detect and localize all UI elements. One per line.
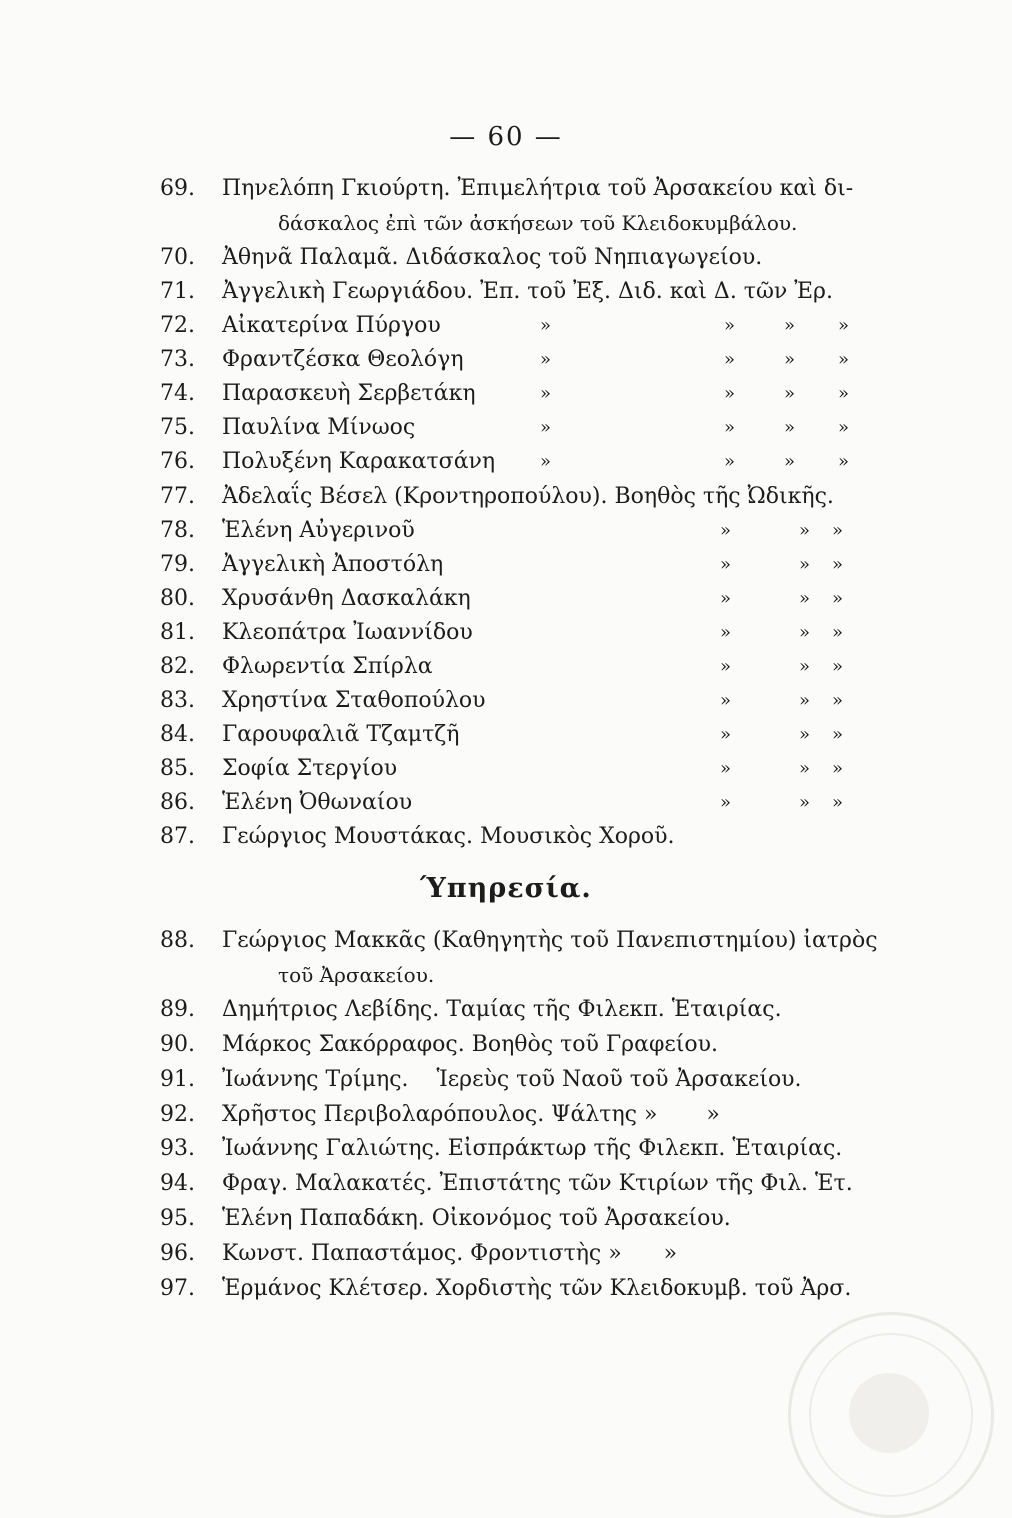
entry-text: Ἀδελαΐς Βέσελ (Κροντηροπούλου). Βοηθὸς τῆς Ὠδικῆς.: [222, 484, 834, 509]
entry-number: 87.: [160, 824, 195, 849]
entry-text: Ἀθηνᾶ Παλαμᾶ. Διδάσκαλος τοῦ Νηπιαγωγείου.: [222, 245, 763, 270]
entry-number: 79.: [160, 552, 195, 577]
ditto-mark: »: [838, 315, 850, 336]
page-number: — 60 —: [449, 122, 563, 152]
entry-text: Γεώργιος Μακκᾶς (Καθηγητὴς τοῦ Πανεπιστημίου) ἰατρὸς: [222, 928, 878, 953]
ditto-mark: »: [799, 690, 811, 711]
entry-number: 89.: [160, 997, 195, 1022]
entry-81: [0, 616, 1012, 650]
entry-continuation: τοῦ Ἀρσακείου.: [278, 963, 435, 987]
entry-text: Γαρουφαλιᾶ Τζαμτζῆ: [222, 722, 460, 747]
entry-number: 71.: [160, 279, 195, 304]
entry-text: Ἰωάννης Τρίμης. Ἱερεὺς τοῦ Ναοῦ τοῦ Ἀρσακείου.: [222, 1067, 802, 1092]
entry-78: [0, 514, 1012, 548]
ditto-mark: »: [799, 588, 811, 609]
ditto-mark: »: [832, 724, 844, 745]
ditto-mark: »: [784, 315, 796, 336]
ditto-mark: »: [799, 554, 811, 575]
ditto-mark: »: [799, 758, 811, 779]
entry-number: 77.: [160, 484, 195, 509]
ditto-mark: »: [720, 792, 732, 813]
entry-text: Γεώργιος Μουστάκας. Μουσικὸς Χοροῦ.: [222, 824, 675, 849]
entry-84: [0, 718, 1012, 752]
ditto-mark: »: [838, 383, 850, 404]
entry-continuation: δάσκαλος ἐπὶ τῶν ἀσκήσεων τοῦ Κλειδοκυμβάλου.: [278, 211, 798, 235]
ditto-mark: »: [540, 349, 552, 370]
entry-number: 95.: [160, 1206, 195, 1231]
entry-text: Αἰκατερίνα Πύργου: [222, 313, 441, 338]
entry-text: Κωνστ. Παπαστάμος. Φροντιστὴς » »: [222, 1241, 678, 1266]
entry-text: Σοφία Στεργίου: [222, 756, 398, 781]
entry-number: 75.: [160, 415, 195, 440]
entry-number: 69.: [160, 176, 195, 201]
entry-text: Ἰωάννης Γαλιώτης. Εἰσπράκτωρ τῆς Φιλεκπ. Ἑταιρίας.: [222, 1136, 843, 1161]
ditto-mark: »: [724, 383, 736, 404]
entry-number: 73.: [160, 347, 195, 372]
entry-text: Φραντζέσκα Θεολόγη: [222, 347, 464, 372]
ditto-mark: »: [799, 622, 811, 643]
ditto-mark: »: [838, 349, 850, 370]
entry-74: [0, 377, 1012, 411]
entry-87: [0, 820, 1012, 854]
ditto-mark: »: [832, 554, 844, 575]
entry-83: [0, 684, 1012, 718]
entry-number: 97.: [160, 1276, 195, 1301]
entry-97: [0, 1272, 1012, 1306]
entry-text: Παρασκευὴ Σερβετάκη: [222, 381, 476, 406]
entry-text: Ἑλένη Παπαδάκη. Οἰκονόμος τοῦ Ἀρσακείου.: [222, 1206, 731, 1231]
ditto-mark: »: [540, 383, 552, 404]
ditto-mark: »: [724, 315, 736, 336]
ditto-mark: »: [832, 758, 844, 779]
entry-number: 96.: [160, 1241, 195, 1266]
ditto-mark: »: [799, 520, 811, 541]
library-stamp-icon: [788, 1312, 994, 1518]
ditto-mark: »: [832, 690, 844, 711]
ditto-mark: »: [720, 588, 732, 609]
entry-88: [0, 924, 1012, 958]
entry-text: Ἑλένη Αὐγερινοῦ: [222, 518, 415, 543]
ditto-mark: »: [720, 622, 732, 643]
entry-number: 72.: [160, 313, 195, 338]
entry-text: Πολυξένη Καρακατσάνη: [222, 449, 496, 474]
entry-text: Ἀγγελικὴ Γεωργιάδου. Ἐπ. τοῦ Ἐξ. Διδ. καὶ Δ. τῶν Ἐρ.: [222, 279, 833, 304]
entry-96: [0, 1237, 1012, 1271]
entry-number: 91.: [160, 1067, 195, 1092]
entry-number: 90.: [160, 1032, 195, 1057]
entry-69-continuation: [0, 206, 1012, 240]
entry-79: [0, 548, 1012, 582]
entry-89: [0, 993, 1012, 1027]
entry-number: 84.: [160, 722, 195, 747]
ditto-mark: »: [720, 656, 732, 677]
entry-text: Κλεοπάτρα Ἰωαννίδου: [222, 620, 473, 645]
entry-number: 83.: [160, 688, 195, 713]
entry-text: Φραγ. Μαλακατές. Ἐπιστάτης τῶν Κτιρίων τῆς Φιλ. Ἑτ.: [222, 1171, 853, 1196]
entry-text: Δημήτριος Λεβίδης. Ταμίας τῆς Φιλεκπ. Ἑταιρίας.: [222, 997, 782, 1022]
ditto-mark: »: [832, 588, 844, 609]
stamp-core: [849, 1373, 929, 1453]
entry-number: 78.: [160, 518, 195, 543]
ditto-mark: »: [799, 656, 811, 677]
ditto-mark: »: [720, 724, 732, 745]
ditto-mark: »: [784, 451, 796, 472]
entry-text: Χρυσάνθη Δασκαλάκη: [222, 586, 471, 611]
entry-number: 74.: [160, 381, 195, 406]
ditto-mark: »: [540, 417, 552, 438]
ditto-mark: »: [784, 417, 796, 438]
entry-text: Πηνελόπη Γκιούρτη. Ἐπιμελήτρια τοῦ Ἀρσακείου καὶ δι-: [222, 176, 854, 201]
ditto-mark: »: [720, 554, 732, 575]
entry-text: Ἑρμάνος Κλέτσερ. Χορδιστὴς τῶν Κλειδοκυμβ. τοῦ Ἀρσ.: [222, 1276, 852, 1301]
ditto-mark: »: [724, 349, 736, 370]
ditto-mark: »: [720, 520, 732, 541]
entry-69: [0, 172, 1012, 206]
ditto-mark: »: [784, 349, 796, 370]
entry-91: [0, 1063, 1012, 1097]
entry-number: 93.: [160, 1136, 195, 1161]
ditto-mark: »: [799, 792, 811, 813]
entry-73: [0, 343, 1012, 377]
entry-72: [0, 309, 1012, 343]
entry-80: [0, 582, 1012, 616]
ditto-mark: »: [799, 724, 811, 745]
entry-93: [0, 1132, 1012, 1166]
entry-number: 92.: [160, 1102, 195, 1127]
entry-95: [0, 1202, 1012, 1236]
ditto-mark: »: [724, 451, 736, 472]
entry-92: [0, 1098, 1012, 1132]
entry-number: 81.: [160, 620, 195, 645]
entry-number: 82.: [160, 654, 195, 679]
entry-number: 70.: [160, 245, 195, 270]
entry-77: [0, 480, 1012, 514]
entry-number: 76.: [160, 449, 195, 474]
entry-82: [0, 650, 1012, 684]
entry-text: Φλωρεντία Σπίρλα: [222, 654, 433, 679]
ditto-mark: »: [720, 758, 732, 779]
ditto-mark: »: [838, 417, 850, 438]
entry-text: Ἑλένη Ὀθωναίου: [222, 790, 413, 815]
entry-86: [0, 786, 1012, 820]
entry-number: 80.: [160, 586, 195, 611]
ditto-mark: »: [832, 520, 844, 541]
ditto-mark: »: [832, 792, 844, 813]
entry-text: Χρῆστος Περιβολαρόπουλος. Ψάλτης » »: [222, 1102, 720, 1127]
ditto-mark: »: [724, 417, 736, 438]
entry-94: [0, 1167, 1012, 1201]
entry-85: [0, 752, 1012, 786]
entry-71: [0, 275, 1012, 309]
ditto-mark: »: [784, 383, 796, 404]
ditto-mark: »: [832, 656, 844, 677]
ditto-mark: »: [540, 315, 552, 336]
ditto-mark: »: [832, 622, 844, 643]
ditto-mark: »: [720, 690, 732, 711]
entry-90: [0, 1028, 1012, 1062]
entry-70: [0, 241, 1012, 275]
section-heading: Ύπηρεσία.: [420, 873, 592, 904]
ditto-mark: »: [838, 451, 850, 472]
entry-number: 85.: [160, 756, 195, 781]
ditto-mark: »: [540, 451, 552, 472]
entry-number: 86.: [160, 790, 195, 815]
entry-text: Ἀγγελικὴ Ἀποστόλη: [222, 552, 444, 577]
entry-88-continuation: [0, 958, 1012, 992]
entry-number: 94.: [160, 1171, 195, 1196]
entry-76: [0, 445, 1012, 479]
entry-text: Μάρκος Σακόρραφος. Βοηθὸς τοῦ Γραφείου.: [222, 1032, 718, 1057]
entry-75: [0, 411, 1012, 445]
entry-number: 88.: [160, 928, 195, 953]
entry-text: Παυλίνα Μίνωος: [222, 415, 416, 440]
entry-text: Χρηστίνα Σταθοπούλου: [222, 688, 486, 713]
